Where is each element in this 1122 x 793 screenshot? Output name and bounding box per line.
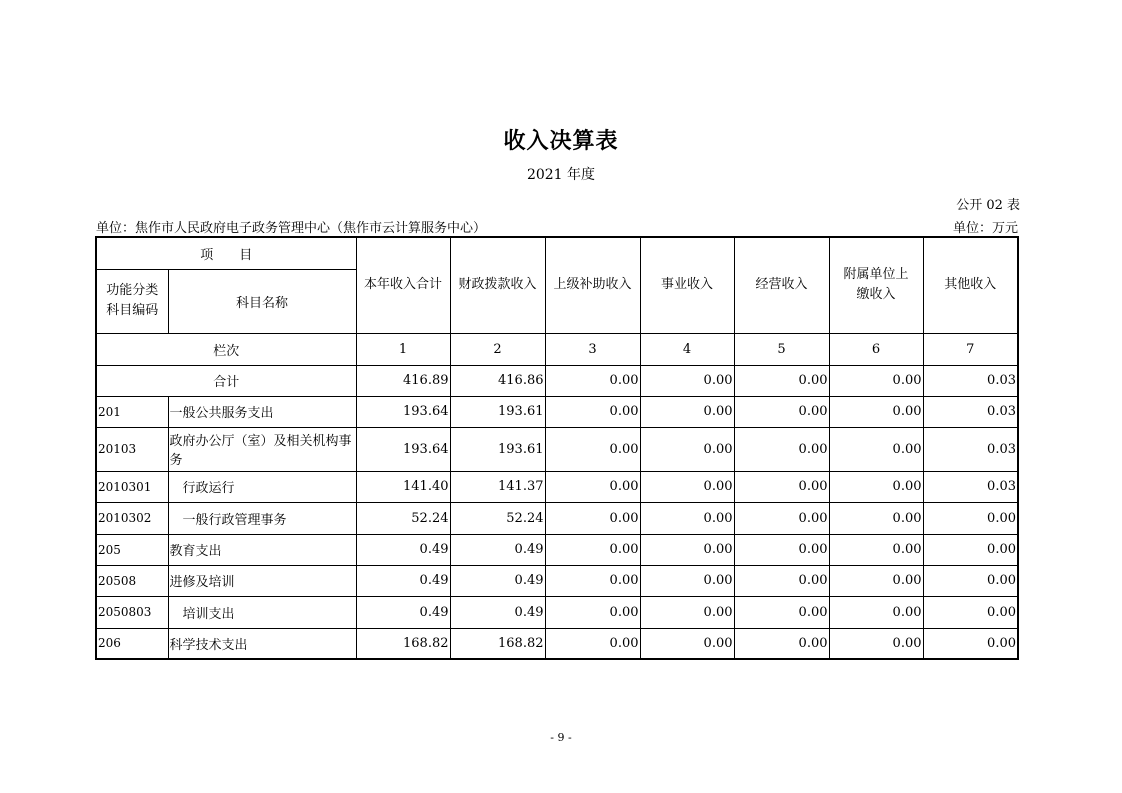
value-cell: 0.00 <box>923 534 1018 565</box>
value-cell: 0.00 <box>923 596 1018 628</box>
value-cell: 168.82 <box>356 628 450 659</box>
col-number: 1 <box>356 333 450 365</box>
value-cell: 0.00 <box>545 502 640 534</box>
subject-name-cell: 科学技术支出 <box>168 628 356 659</box>
value-cell: 0.49 <box>356 534 450 565</box>
page-title: 收入决算表 <box>503 128 619 154</box>
value-cell: 193.64 <box>356 427 450 471</box>
value-cell: 0.00 <box>734 427 829 471</box>
value-cell: 0.00 <box>640 502 734 534</box>
header-col-1: 本年收入合计 <box>356 237 450 333</box>
value-cell: 0.00 <box>545 471 640 502</box>
header-subject-name: 科目名称 <box>168 269 356 333</box>
value-cell: 0.00 <box>545 534 640 565</box>
value-cell: 0.00 <box>640 471 734 502</box>
table-row <box>96 565 1018 596</box>
value-cell: 0.00 <box>829 396 923 427</box>
table-row <box>96 471 1018 502</box>
value-cell: 0.00 <box>734 534 829 565</box>
total-cell: 416.89 <box>356 365 450 396</box>
income-table <box>95 236 1019 660</box>
row-label-lanci: 栏次 <box>96 333 356 365</box>
value-cell: 0.00 <box>923 565 1018 596</box>
subject-name-cell: 政府办公厅（室）及相关机构事务 <box>168 427 356 471</box>
subject-name-cell: 教育支出 <box>168 534 356 565</box>
col-number: 7 <box>923 333 1018 365</box>
total-cell: 0.00 <box>545 365 640 396</box>
subject-name-cell: 一般公共服务支出 <box>168 396 356 427</box>
value-cell: 0.00 <box>545 427 640 471</box>
value-cell: 193.61 <box>450 427 545 471</box>
value-cell: 0.00 <box>829 502 923 534</box>
value-cell: 0.00 <box>829 534 923 565</box>
value-cell: 0.49 <box>450 534 545 565</box>
value-cell: 0.00 <box>923 628 1018 659</box>
value-cell: 0.00 <box>640 396 734 427</box>
value-cell: 0.00 <box>545 628 640 659</box>
subject-name-cell: 培训支出 <box>168 596 356 628</box>
func-code-cell: 201 <box>96 396 168 427</box>
func-code-cell: 2050803 <box>96 596 168 628</box>
table-row <box>96 396 1018 427</box>
value-cell: 0.00 <box>545 396 640 427</box>
value-cell: 0.00 <box>640 628 734 659</box>
value-cell: 0.00 <box>734 628 829 659</box>
header-col-4: 事业收入 <box>640 237 734 333</box>
value-cell: 0.00 <box>923 502 1018 534</box>
reporting-unit: 单位：焦作市人民政府电子政务管理中心（焦作市云计算服务中心） <box>96 221 487 236</box>
value-cell: 141.37 <box>450 471 545 502</box>
value-cell: 0.03 <box>923 471 1018 502</box>
func-code-cell: 206 <box>96 628 168 659</box>
value-cell: 0.00 <box>829 596 923 628</box>
col-number: 4 <box>640 333 734 365</box>
col-number: 2 <box>450 333 545 365</box>
value-cell: 0.00 <box>829 565 923 596</box>
table-row <box>96 628 1018 659</box>
value-cell: 0.00 <box>829 427 923 471</box>
value-cell: 0.00 <box>734 596 829 628</box>
value-cell: 193.61 <box>450 396 545 427</box>
value-cell: 0.00 <box>640 534 734 565</box>
func-code-cell: 20508 <box>96 565 168 596</box>
total-cell: 416.86 <box>450 365 545 396</box>
value-cell: 0.49 <box>450 565 545 596</box>
value-cell: 141.40 <box>356 471 450 502</box>
value-cell: 0.00 <box>640 427 734 471</box>
func-code-cell: 2010301 <box>96 471 168 502</box>
currency-unit: 单位：万元 <box>952 221 1018 236</box>
header-col-2: 财政拨款收入 <box>450 237 545 333</box>
value-cell: 52.24 <box>356 502 450 534</box>
table-row <box>96 596 1018 628</box>
header-col-5: 经营收入 <box>734 237 829 333</box>
form-number: 公开 02 表 <box>956 198 1020 213</box>
value-cell: 0.03 <box>923 396 1018 427</box>
value-cell: 0.00 <box>734 471 829 502</box>
total-row <box>96 365 1018 396</box>
page-number: - 9 - <box>550 731 572 744</box>
subject-name-cell: 进修及培训 <box>168 565 356 596</box>
total-cell: 0.00 <box>734 365 829 396</box>
value-cell: 0.00 <box>545 596 640 628</box>
total-cell: 0.00 <box>640 365 734 396</box>
header-col-3: 上级补助收入 <box>545 237 640 333</box>
value-cell: 0.00 <box>734 565 829 596</box>
header-func-code: 功能分类科目编码 <box>96 269 168 333</box>
total-cell: 0.03 <box>923 365 1018 396</box>
value-cell: 0.00 <box>545 565 640 596</box>
value-cell: 0.49 <box>450 596 545 628</box>
value-cell: 52.24 <box>450 502 545 534</box>
value-cell: 0.00 <box>829 471 923 502</box>
total-label: 合计 <box>96 365 356 396</box>
col-number: 6 <box>829 333 923 365</box>
total-cell: 0.00 <box>829 365 923 396</box>
header-item: 项 目 <box>96 237 356 269</box>
value-cell: 193.64 <box>356 396 450 427</box>
header-col-7: 其他收入 <box>923 237 1018 333</box>
table-row <box>96 427 1018 471</box>
col-number: 3 <box>545 333 640 365</box>
report-year: 2021 年度 <box>526 167 596 183</box>
value-cell: 0.00 <box>734 502 829 534</box>
value-cell: 0.00 <box>640 565 734 596</box>
value-cell: 0.03 <box>923 427 1018 471</box>
value-cell: 0.00 <box>734 396 829 427</box>
header-col-6: 附属单位上缴收入 <box>829 237 923 333</box>
value-cell: 0.49 <box>356 565 450 596</box>
col-number: 5 <box>734 333 829 365</box>
table-row <box>96 534 1018 565</box>
value-cell: 0.00 <box>829 628 923 659</box>
func-code-cell: 20103 <box>96 427 168 471</box>
value-cell: 168.82 <box>450 628 545 659</box>
value-cell: 0.49 <box>356 596 450 628</box>
subject-name-cell: 一般行政管理事务 <box>168 502 356 534</box>
subject-name-cell: 行政运行 <box>168 471 356 502</box>
table-row <box>96 502 1018 534</box>
func-code-cell: 2010302 <box>96 502 168 534</box>
func-code-cell: 205 <box>96 534 168 565</box>
value-cell: 0.00 <box>640 596 734 628</box>
